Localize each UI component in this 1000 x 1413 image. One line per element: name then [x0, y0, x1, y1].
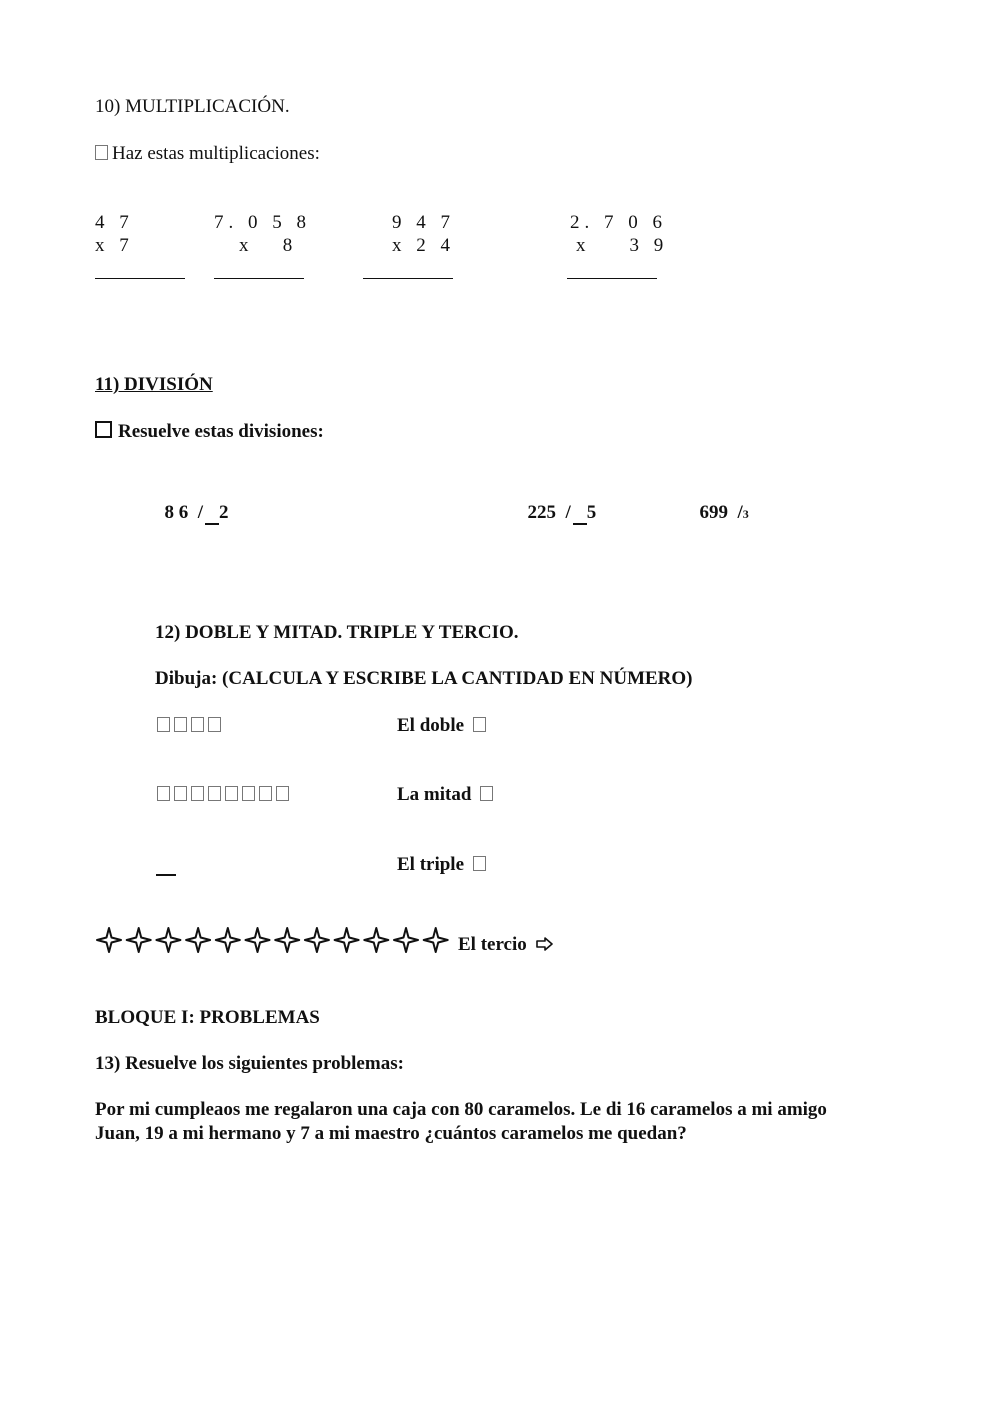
star-icon [156, 928, 180, 952]
multiplication-title: 10) MULTIPLICACIÓN. [95, 96, 290, 117]
triple-label: El triple [397, 854, 465, 875]
problem-line-1: Por mi cumpleaos me regalaron una caja con 80 caramelos. Le di 16 caramelos a mi amigo [95, 1099, 827, 1120]
bloque-title: BLOQUE I: PROBLEMAS [95, 1007, 320, 1028]
division-3-divisor: 3 [742, 507, 749, 521]
mult-3-top: 9 4 7 [392, 212, 455, 233]
star-icon [246, 928, 270, 952]
mult-2-top: 7. 0 5 8 [214, 212, 311, 233]
triple-drawing-line [156, 874, 176, 876]
multiplication-instruction-row [95, 143, 320, 165]
division-3 [690, 480, 749, 524]
doble-instruction: Dibuja: (CALCULA Y ESCRIBE LA CANTIDAD EN NÚMERO) [155, 668, 693, 689]
mult-1-bottom: x 7 [95, 235, 134, 256]
square-icon [95, 421, 112, 438]
star-row [95, 926, 455, 956]
division-title: 11) DIVISIÓN [95, 374, 213, 395]
mult-4-bottom: x 3 9 [576, 235, 669, 256]
tercio-row [458, 934, 554, 956]
division-3-dividend: 699 / [699, 502, 743, 523]
division-instruction: Resuelve estas divisiones: [118, 421, 324, 442]
star-icon [275, 928, 299, 952]
doble-drawing-boxes [157, 717, 225, 736]
answer-box-icon [473, 717, 486, 732]
arrow-right-icon [536, 937, 554, 951]
doble-title: 12) DOBLE Y MITAD. TRIPLE Y TERCIO. [155, 622, 519, 643]
doble-row [397, 715, 490, 737]
division-1 [155, 480, 229, 524]
star-icon [335, 928, 359, 952]
star-icon [424, 928, 448, 952]
star-icon [186, 928, 210, 952]
problem-line-2: Juan, 19 a mi hermano y 7 a mi maestro ¿cuántos caramelos me quedan? [95, 1123, 687, 1144]
triple-row [397, 854, 490, 876]
division-1-dividend: 8 6 / [164, 502, 204, 523]
multiplication-instruction: Haz estas multiplicaciones: [112, 143, 320, 164]
checkbox-icon [95, 145, 108, 160]
doble-label: El doble [397, 715, 465, 736]
answer-box-icon [480, 786, 493, 801]
mult-2-answer-line [214, 278, 304, 279]
division-2 [518, 480, 596, 524]
mult-4-answer-line [567, 278, 657, 279]
bloque-subtitle: 13) Resuelve los siguientes problemas: [95, 1053, 404, 1074]
division-2-dividend: 225 / [527, 502, 571, 523]
mitad-row [397, 784, 497, 806]
star-icon [364, 928, 388, 952]
star-icon [216, 928, 240, 952]
mitad-label: La mitad [397, 784, 472, 805]
mult-3-answer-line [363, 278, 453, 279]
mitad-drawing-boxes [157, 786, 293, 805]
star-icon [394, 928, 418, 952]
division-2-divisor: 5 [586, 502, 597, 523]
star-icon [305, 928, 329, 952]
division-1-divisor: 2 [219, 502, 229, 523]
mult-2-bottom: x 8 [239, 235, 298, 256]
mult-1-answer-line [95, 278, 185, 279]
answer-box-icon [473, 856, 486, 871]
star-icon [97, 928, 121, 952]
division-instruction-row [95, 421, 324, 443]
mult-1-top: 4 7 [95, 212, 134, 233]
mult-4-top: 2. 7 0 6 [570, 212, 667, 233]
star-icon [127, 928, 151, 952]
mult-3-bottom: x 2 4 [392, 235, 455, 256]
tercio-label: El tercio [458, 934, 527, 955]
